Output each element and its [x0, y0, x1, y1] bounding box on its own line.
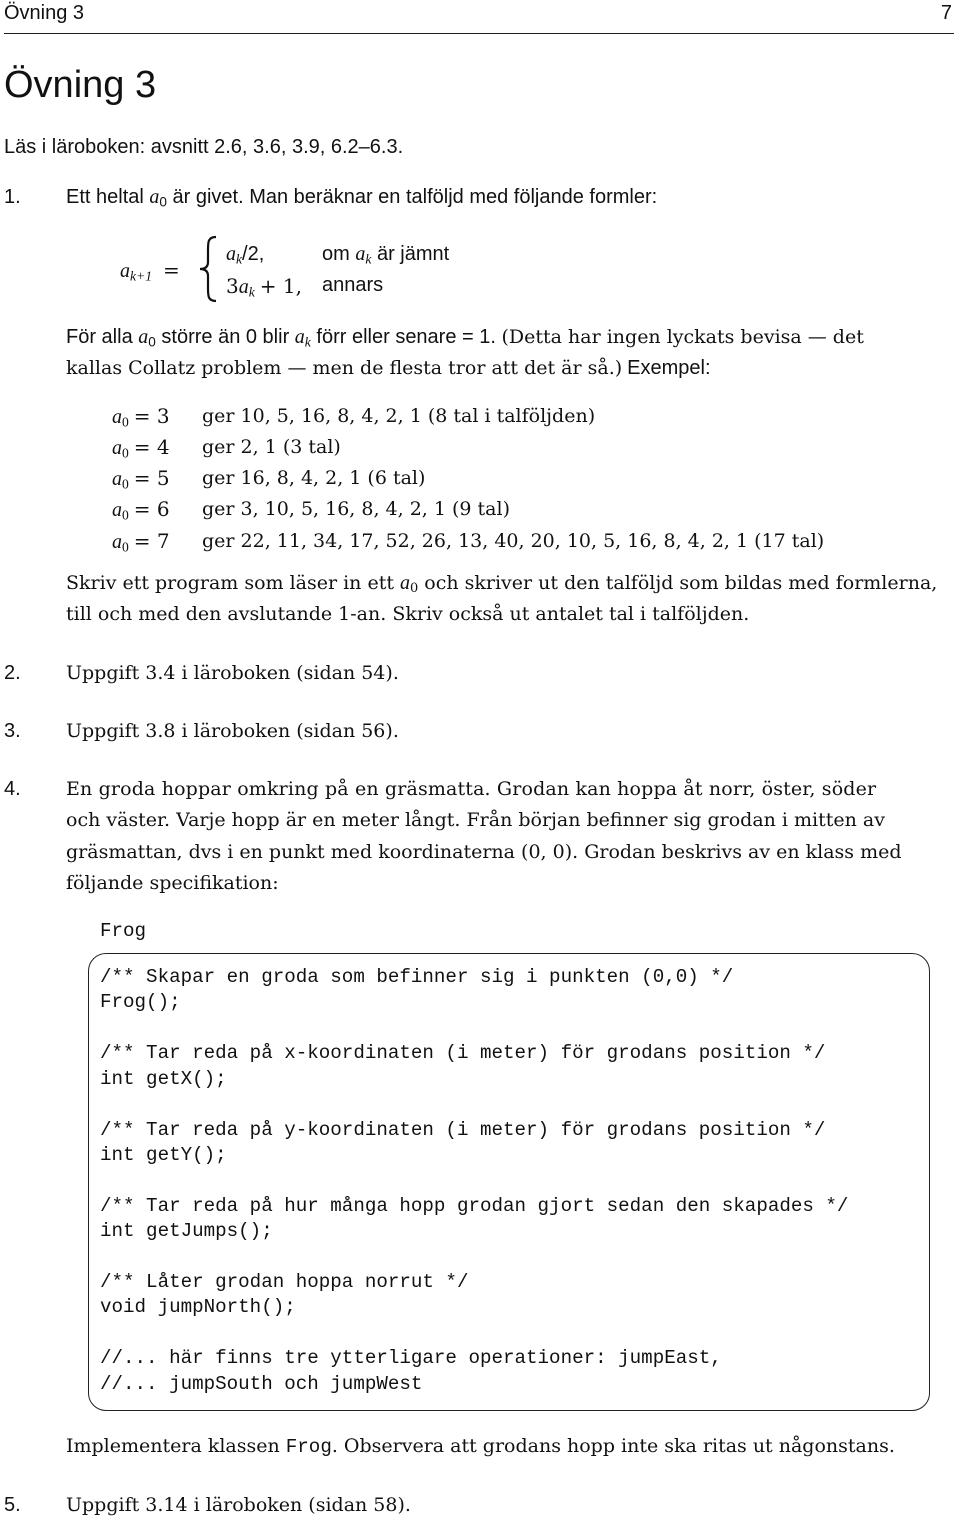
formula-case-2-condition: annars [322, 274, 384, 296]
example-lhs: $a_0 = 6$ [112, 497, 170, 523]
example-lhs: $a_0 = 5$ [112, 466, 170, 492]
task-1-intro: Ett heltal $a_0$ är givet. Man beräknar en talföljd med följande formler: [66, 186, 658, 210]
code-line: int getY(); [100, 1144, 227, 1166]
class-name-label: Frog [100, 920, 147, 942]
task-3-number: 3. [4, 720, 21, 742]
code-line: /** Skapar en groda som befinner sig i punkten (0,0) */ [100, 966, 734, 988]
formula-lhs: $a_{k+1}$ = [120, 258, 180, 284]
write-program-line-2: till och med den avslutande 1-an. Skriv också ut antalet tal i talföljden. [66, 603, 750, 625]
task-2-number: 2. [4, 662, 21, 684]
task-5-number: 5. [4, 1494, 21, 1516]
task-4-line: En groda hoppar omkring på en gräsmatta. Grodan kan hoppa åt norr, öster, söder [66, 778, 877, 800]
running-header-title: Övning 3 [4, 2, 85, 24]
formula-case-1-expr: $a_k/2$, [226, 243, 265, 267]
code-line: /** Tar reda på x-koordinaten (i meter) för grodans position */ [100, 1042, 826, 1064]
implement-instruction: Implementera klassen Frog. Observera att grodans hopp inte ska ritas ut någonstans. [66, 1435, 895, 1458]
code-line: //... här finns tre ytterligare operationer: jumpEast, [100, 1347, 722, 1369]
task-4-line: gräsmattan, dvs i en punkt med koordinaterna (0, 0). Grodan beskrivs av en klass med [66, 841, 902, 863]
formula-case-2-expr: $3a_k + 1$, [226, 274, 302, 300]
code-line: int getJumps(); [100, 1220, 273, 1242]
task-4-number: 4. [4, 778, 21, 800]
example-rhs: ger 2, 1 (3 tal) [202, 436, 341, 458]
page-number: 7 [940, 2, 952, 24]
code-line: int getX(); [100, 1068, 227, 1090]
code-line: /** Låter grodan hoppa norrut */ [100, 1271, 469, 1293]
code-line: Frog(); [100, 991, 181, 1013]
task-1-number: 1. [4, 186, 21, 208]
task-5-text: Uppgift 3.14 i läroboken (sidan 58). [66, 1494, 411, 1516]
task-2-text: Uppgift 3.4 i läroboken (sidan 54). [66, 662, 399, 684]
example-rhs: ger 16, 8, 4, 2, 1 (6 tal) [202, 467, 426, 489]
write-program-line-1: Skriv ett program som läser in ett $a_0$ och skriver ut den talföljd som bildas med formlerna, [66, 572, 938, 597]
task-4-line: följande specifikation: [66, 872, 279, 894]
task-3-text: Uppgift 3.8 i läroboken (sidan 56). [66, 720, 399, 742]
example-lhs: $a_0 = 3$ [112, 404, 170, 430]
formula-case-1-condition: om $a_k$ är jämnt [322, 243, 450, 267]
page-title: Övning 3 [4, 64, 157, 106]
code-line: //... jumpSouth och jumpWest [100, 1373, 423, 1395]
example-rhs: ger 10, 5, 16, 8, 4, 2, 1 (8 tal i talföljden) [202, 405, 596, 427]
left-brace-icon [196, 234, 222, 304]
code-line: void jumpNorth(); [100, 1296, 296, 1318]
collatz-line-1: För alla $a_0$ större än 0 blir $a_k$ förr eller senare = 1. (Detta har ingen lyckats bevisa — det [66, 326, 864, 350]
example-rhs: ger 22, 11, 34, 17, 52, 26, 13, 40, 20, 10, 5, 16, 8, 4, 2, 1 (17 tal) [202, 530, 825, 552]
example-lhs: $a_0 = 4$ [112, 435, 170, 461]
specification-box [88, 953, 930, 1411]
reading-assignment: Läs i läroboken: avsnitt 2.6, 3.6, 3.9, 6.2–6.3. [4, 136, 404, 158]
code-line: /** Tar reda på y-koordinaten (i meter) för grodans position */ [100, 1119, 826, 1141]
header-rule [4, 33, 954, 34]
example-lhs: $a_0 = 7$ [112, 529, 170, 555]
collatz-line-2: kallas Collatz problem — men de flesta tror att det är så.) Exempel: [66, 357, 711, 379]
code-line: /** Tar reda på hur många hopp grodan gjort sedan den skapades */ [100, 1195, 849, 1217]
example-rhs: ger 3, 10, 5, 16, 8, 4, 2, 1 (9 tal) [202, 498, 510, 520]
task-4-line: och väster. Varje hopp är en meter långt. Från början befinner sig grodan i mitten av [66, 809, 885, 831]
